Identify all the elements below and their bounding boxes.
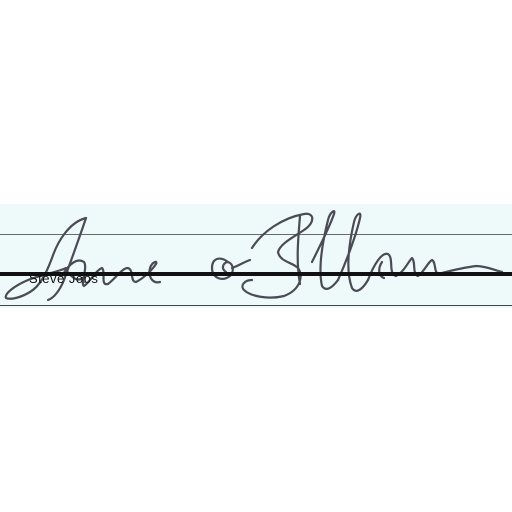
signature-bottom-rule: [0, 305, 512, 306]
signer-name-label: Steve Jobs: [29, 271, 99, 286]
